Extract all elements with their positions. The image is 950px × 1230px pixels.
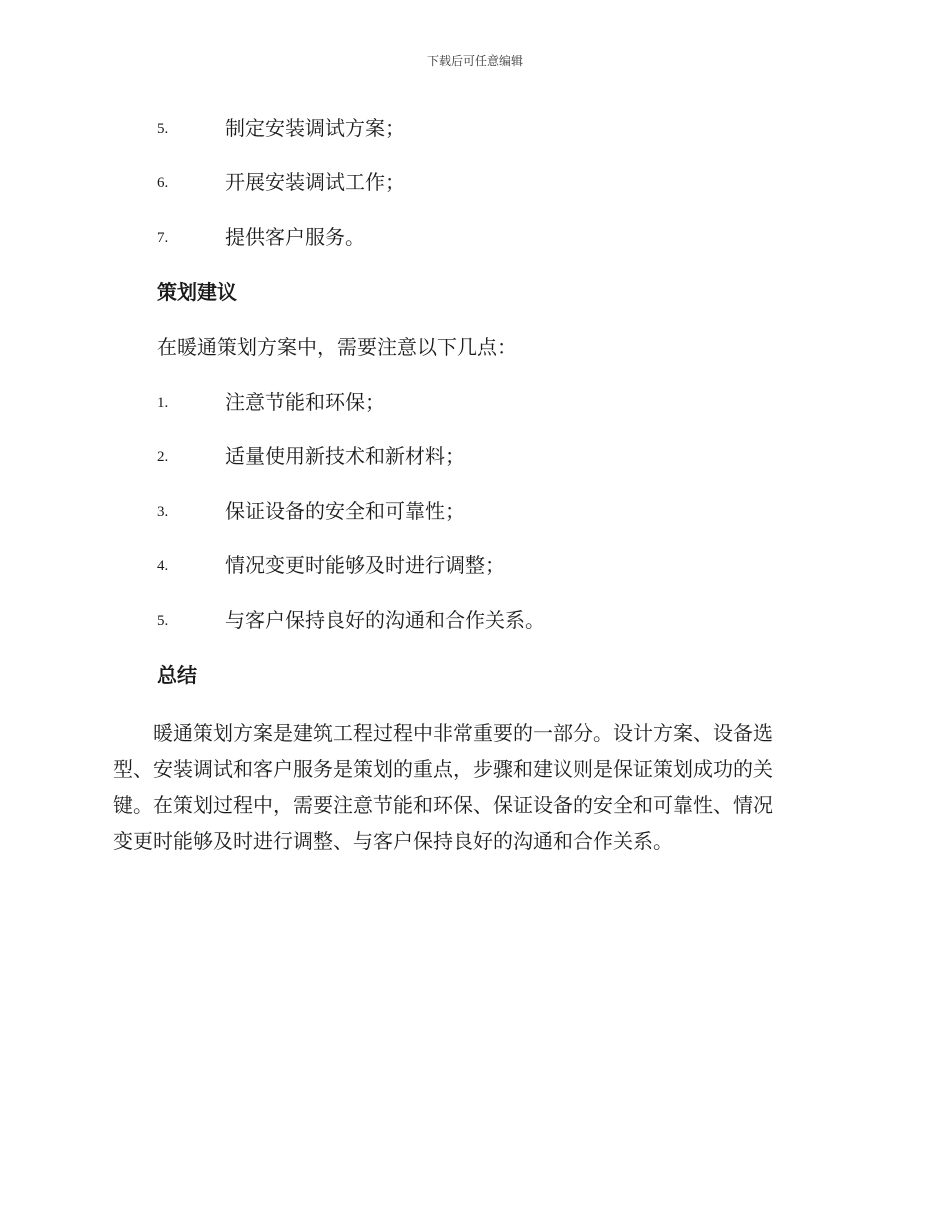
list-item [157,113,857,143]
list-text: 与客户保持良好的沟通和合作关系。 [225,608,545,632]
list-text: 保证设备的安全和可靠性； [225,499,465,523]
list-item [157,167,857,197]
list-item [157,496,857,526]
list-item [157,387,857,417]
section-heading-suggestions: 策划建议 [157,280,237,304]
list-text: 情况变更时能够及时进行调整； [225,553,505,577]
list-text: 适量使用新技术和新材料； [225,444,465,468]
list-number: 3. [157,504,169,520]
list-item [157,605,857,635]
page-header: 下载后可任意编辑 [426,54,523,68]
list-text: 注意节能和环保； [225,390,385,414]
list-item [157,222,857,252]
summary-line: 型、安装调试和客户服务是策划的重点，步骤和建议则是保证策划成功的关 [113,757,773,781]
list-number: 6. [157,175,169,191]
suggestions-intro: 在暖通策划方案中，需要注意以下几点： [157,335,517,359]
list-number: 7. [157,230,169,246]
summary-line: 变更时能够及时进行调整、与客户保持良好的沟通和合作关系。 [113,829,673,853]
summary-line: 暖通策划方案是建筑工程过程中非常重要的一部分。设计方案、设备选 [113,721,773,745]
list-item [157,441,857,471]
section-heading-summary: 总结 [157,663,197,687]
list-number: 2. [157,449,169,465]
list-number: 5. [157,121,169,137]
summary-paragraph [113,715,833,859]
list-number: 4. [157,558,169,574]
list-number: 5. [157,613,169,629]
summary-line: 键。在策划过程中，需要注意节能和环保、保证设备的安全和可靠性、情况 [113,793,773,817]
list-text: 提供客户服务。 [225,225,365,249]
list-number: 1. [157,395,169,411]
list-text: 制定安装调试方案； [225,116,405,140]
list-text: 开展安装调试工作； [225,170,405,194]
list-item [157,550,857,580]
